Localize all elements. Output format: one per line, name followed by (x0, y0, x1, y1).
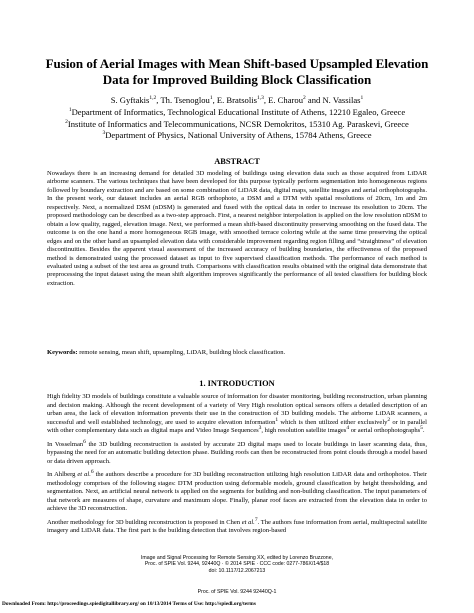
affiliation-list (30, 107, 444, 142)
citation-marker: 2 (387, 416, 391, 423)
author-separator: , (212, 95, 217, 105)
et-al-italic: et al. (241, 518, 255, 526)
paragraph-text: . The authors fuse information from aerial, multispectral satellite imagery and LiDAR data. The first part is the building detection that involves region-based (47, 518, 427, 534)
keywords-text: remote sensing, mean shift, upsampling, LiDAR, building block classification. (77, 349, 286, 356)
paragraph-text: Another methodology for 3D building reconstruction is proposed in Chen (47, 518, 242, 526)
intro-paragraph-1 (47, 393, 427, 436)
author-affiliation-marker: 1,3 (256, 95, 264, 102)
intro-paragraph-2 (47, 438, 427, 467)
paragraph-text: which is then utilized either exclusively (278, 418, 388, 426)
author-affiliation-marker: 1 (209, 95, 213, 102)
intro-paragraph-4 (47, 516, 427, 536)
affiliation-line (30, 130, 444, 142)
author-affiliation-marker: 1,2 (149, 95, 157, 102)
citation-marker: 1 (275, 416, 279, 423)
affiliation-marker: 1 (68, 107, 72, 114)
citation-marker: 6 (90, 468, 94, 475)
page-number: Proc. of SPIE Vol. 9244 92440Q-1 (197, 589, 277, 595)
author-name: S. Gyftakis (110, 95, 150, 105)
affiliation-line (30, 107, 444, 119)
publication-footer (90, 555, 384, 574)
abstract-heading: ABSTRACT (214, 157, 260, 166)
author-list (30, 95, 444, 106)
author-affiliation-marker: 2 (303, 95, 306, 102)
citation-marker: 5 (420, 424, 423, 431)
paragraph-text: or aerial orthophotographs (349, 427, 421, 434)
paragraph-text: In Vosselman (47, 440, 84, 448)
author-separator: , (263, 95, 269, 105)
affiliation-text: Department of Informatics, Technological Educational Institute of Athens, 12210 Egaleo, Greece (71, 107, 406, 117)
introduction-body (47, 393, 427, 541)
footer-line-2: Proc. of SPIE Vol. 9244, 92440Q · © 2014 SPIE · CCC code: 0277-786X/14/$18 (144, 561, 330, 568)
paragraph-text: . (422, 427, 425, 434)
paragraph-text: the authors describe a procedure for 3D building reconstruction utilizing high resolution LiDAR data and orthophotos. Their methodology comprises of the following stages: DTM production using deformable models, ground classification by height thresholding, and segmentation. Next, an artificial neural network is applied on the segments for building and non-building classification. The input parameters of that network are measures of shape, curvature and maximum slope. Finally, planar roof faces are extracted from the elevation data in order to achieve the 3D reconstruction. (47, 471, 428, 512)
intro-paragraph-3 (47, 468, 428, 514)
paragraph-text: In Ahlberg (47, 471, 78, 478)
author-affiliation-marker: 1 (360, 95, 364, 102)
title-line-1: Fusion of Aerial Images with Mean Shift-based Upsampled Elevation (45, 56, 429, 71)
author-separator: , (156, 95, 161, 105)
footer-line-1: Image and Signal Processing for Remote Sensing XX, edited by Lorenzo Bruzzone, (140, 555, 334, 561)
author-name: E. Bratsolis (216, 95, 257, 105)
paragraph-text: or in parallel with other complementary data such as digital maps and Video Image Sequences (47, 418, 427, 434)
affiliation-text: Department of Physics, National University of Athens, 15784 Athens, Greece (105, 130, 372, 141)
author-name: Th. Tsenoglou (160, 95, 210, 105)
paper-title (40, 56, 434, 88)
footer-doi: doi: 10.1117/12.2067213 (208, 567, 266, 574)
citation-marker: 7 (254, 516, 258, 523)
title-line-2: Data for Improved Building Block Classification (102, 72, 372, 87)
keywords-label: Keywords: (47, 349, 78, 356)
author-name: E. Charou (268, 95, 303, 105)
abstract-text: Nowadays there is an increasing demand for detailed 3D modeling of buildings using elevation data such as those acquired from LiDAR airborne scanners. The various techniques that have been developed for this purpose typically perform segmentation into homogeneous regions followed by boundary extraction and are based on some combination of LiDAR data, digital maps, satellite images and aerial orthophotographs. In the present work, our dataset includes an aerial RGB orthophoto, a DSM and a DTM with spatial resolutions of 20cm, 1m and 2m respectively. Next, a normalized DSM (nDSM) is generated and fused with the optical data in order to increase its resolution to 20cm. The proposed methodology can be described as a two-step approach. First, a nearest neighbor interpolation is applied on the low resolution nDSM to obtain a low quality, ragged, elevation image. Next, we performed a mean shift-based discontinuity preserving smoothing on the fused data. The outcome is on the one hand a more homogeneous RGB image, with smoothed terrace coloring while at the same time preserving the optical edges and on the other hand an upsampled elevation data with considerable improvement regarding region filling and “straightness” of elevation discontinuities. Besides the apparent visual assessment of the increased accuracy of building boundaries, the effectiveness of the proposed method is demonstrated using the processed dataset as input to five supervised classification methods. The performance of each method is evaluated using a subset of the test area as ground truth. Comparisons with classification results obtained with the original data demonstrate that preprocessing the input dataset using the mean shift algorithm improves significantly the performance of all tested classifiers for building block extraction. (47, 170, 427, 287)
author-separator: and (305, 95, 323, 105)
affiliation-marker: 3 (102, 130, 106, 137)
affiliation-line (30, 119, 444, 131)
section-heading-introduction: 1. INTRODUCTION (199, 379, 275, 388)
citation-marker: 6 (83, 438, 86, 445)
keywords-line (47, 349, 427, 357)
paragraph-text: the 3D building reconstruction is assisted by accurate 2D digital maps used to locate buildings in laser scanning data, thus, bypassing the need for an automatic building detection phase. Building roofs can then be reconstructed from point clouds through a model based or data driven approach. (47, 440, 427, 465)
citation-marker: 3 (258, 424, 262, 431)
paragraph-text: , high resolution satellite images (261, 427, 347, 434)
et-al-italic: et al. (77, 471, 91, 478)
affiliation-text: Institute of Informatics and Telecommunications, NCSR Demokritos, 15310 Ag. Paraskevi, Greece (67, 118, 409, 129)
affiliation-marker: 2 (65, 118, 68, 125)
citation-marker: 4 (346, 424, 350, 431)
paragraph-text: High fidelity 3D models of buildings constitute a valuable source of information for disaster monitoring, building reconstruction, urban planning and decision making. Although the recent development of a variety of Very High resolution optical sensors offers a detailed description of an urban area, the lack of elevation information prevents their use in the construction of 3D building models. The airborne LiDAR scanners, a successful and well established technology, are used to acquire elevation information (47, 393, 427, 426)
download-notice: Downloaded From: http://proceedings.spiedigitallibrary.org/ on 10/13/2014 Terms of Use: http://spiedl.org/terms (2, 601, 256, 607)
author-name: N. Vassilas (322, 95, 361, 105)
